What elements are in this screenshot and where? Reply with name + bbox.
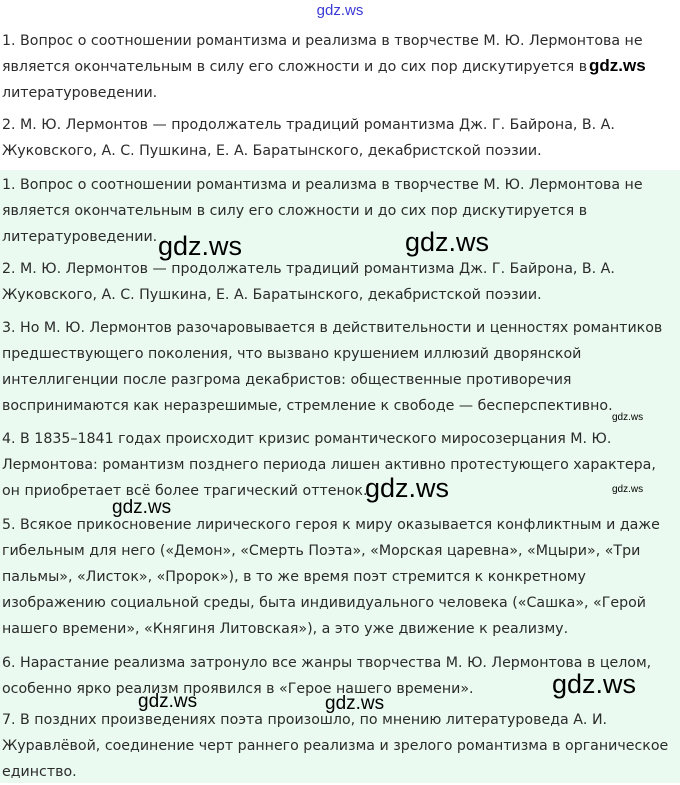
watermark: gdz.ws — [138, 691, 198, 712]
watermark-inline: gdz.ws — [589, 56, 646, 75]
watermark: gdz.ws — [405, 227, 490, 257]
answer-paragraph-2: 2. М. Ю. Лермонтов — продолжатель традиций романтизма Дж. Г. Байрона, В. А. Жуковского, А. С. Пушкина, Е. А. Баратынского, декабристской поэзии. — [2, 261, 615, 303]
watermark: gdz.ws — [112, 497, 172, 518]
answer-paragraph-5: 5. Всякое прикосновение лирического героя к миру оказывается конфликтным и даже гибельным для него («Демон», «Смерть Поэта», «Морская царевна», «Мцыри», «Три пальмы», «Листок», «Пророк»), в то же время поэт стремится к конкретному изображению социальной среды, быта индивидуального человека («Сашка», «Герой нашего времени», «Княгиня Литовская»), а это уже движение к реализму. — [2, 517, 660, 637]
answer-paragraph-3: 3. Но М. Ю. Лермонтов разочаровывается в действительности и ценностях романтиков предшествующего поколения, что вызвано крушением иллюзий дворянской интеллигенции после разгрома декабристов: общественные противоречия воспринимаются как неразрешимые, стремление к свободе — бесперспективно. — [2, 320, 663, 414]
top-paragraph-1: 1. Вопрос о соотношении романтизма и реализма в творчестве М. Ю. Лермонтова не является окончательным в силу его сложности и до сих пор дискутируется в литературоведении. — [2, 33, 643, 101]
watermark: gdz.ws — [552, 669, 637, 699]
top-paragraph-2: 2. М. Ю. Лермонтов — продолжатель традиций романтизма Дж. Г. Байрона, В. А. Жуковского, А. С. Пушкина, Е. А. Баратынского, декабристской поэзии. — [2, 117, 615, 159]
watermark: gdz.ws — [158, 231, 243, 261]
watermark: gdz.ws — [365, 473, 450, 503]
answer-paragraph-7: 7. В поздних произведениях поэта произошло, по мнению литературоведа А. И. Журавлёвой, соединение черт раннего реализма и зрелого романтизма в органическое единство. — [2, 712, 669, 780]
answer-paragraph-6: 6. Нарастание реализма затронуло все жанры творчества М. Ю. Лермонтова в целом, особенно ярко реализм проявился в «Герое нашего времени». — [2, 655, 652, 697]
answer-paragraph-1: 1. Вопрос о соотношении романтизма и реализма в творчестве М. Ю. Лермонтова не является окончательным в силу его сложности и до сих пор дискутируется в литературоведении. — [2, 177, 643, 245]
watermark: gdz.ws — [612, 484, 644, 495]
watermark: gdz.ws — [325, 693, 385, 714]
watermark: gdz.ws — [612, 412, 644, 423]
watermark-top: gdz.ws — [316, 2, 364, 19]
answer-paragraph-4: 4. В 1835–1841 годах происходит кризис романтического миросозерцания М. Ю. Лермонтова: романтизм позднего периода лишен активно протестующего характера, он приобретает всё более трагический оттенок. — [2, 431, 656, 499]
